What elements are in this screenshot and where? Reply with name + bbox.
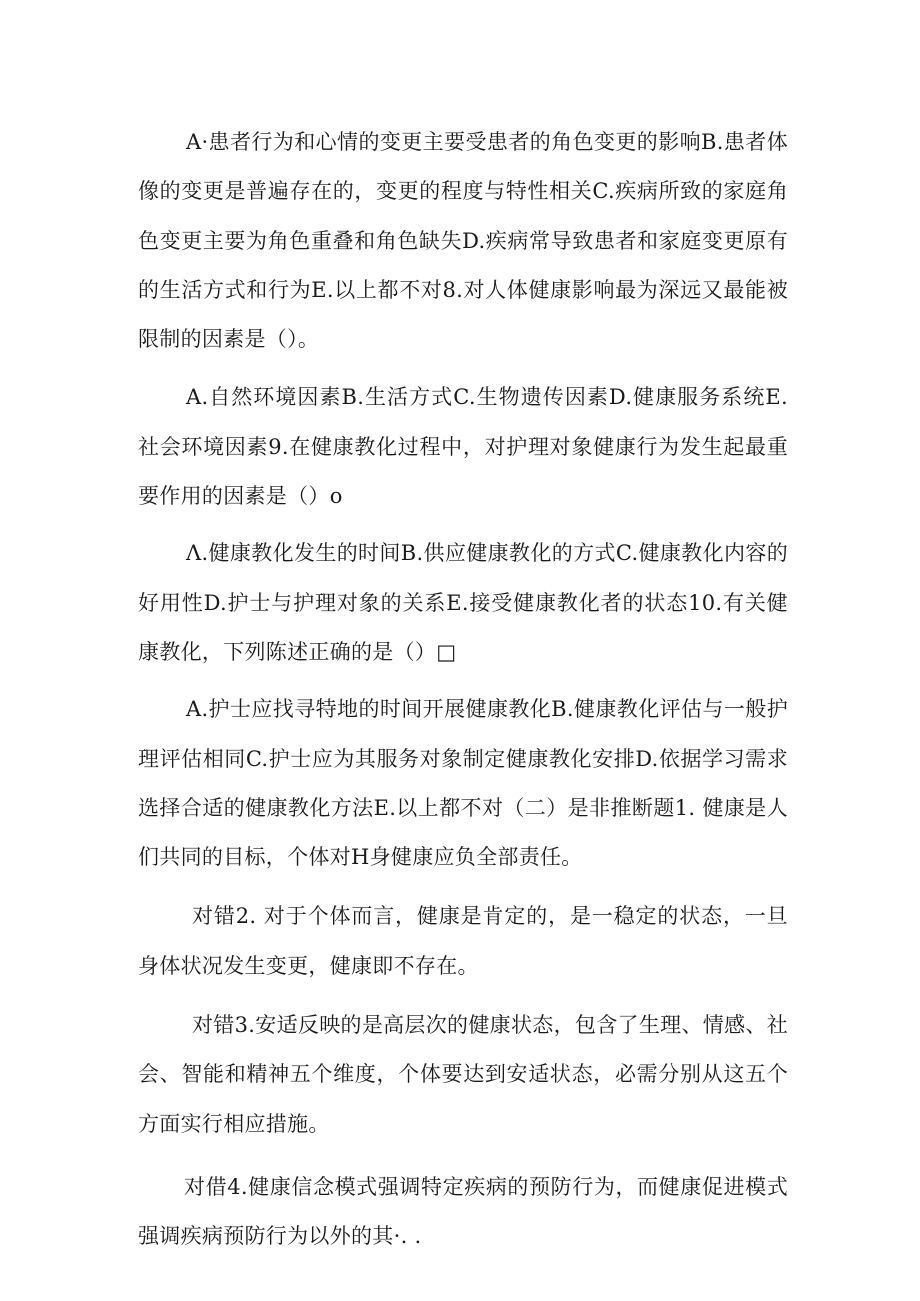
document-page <box>138 118 788 1262</box>
paragraph-question-8-options: A.自然环境因素B.生活方式C.生物遗传因素D.健康服务系统E.社会环境因素9.在健康教化过程中，对护理对象健康行为发生起最重要作用的因素是（）o <box>138 385 788 509</box>
paragraph-question-10-options: A.护士应找寻特地的时间开展健康教化B.健康教化评估与一般护理评估相同C.护士应为其服务对象制定健康教化安排D.依据学习需求选择合适的健康教化方法E.以上都不对（二）是非推断题1. 健康是人们共同的目标，个体对H身健康应负全部责任。 <box>138 697 788 870</box>
paragraph-judgement-4: 对借4.健康信念模式强调特定疾病的预防行为，而健康促进模式强调疾病预防行为以外的其·. . <box>138 1174 788 1249</box>
paragraph-judgement-3: 对错3.安适反映的是高层次的健康状态，包含了生理、情感、社会、智能和精神五个维度，个体要达到安适状态，必需分别从这五个方面实行相应措施。 <box>138 1013 788 1136</box>
paragraph-question-9-options: Λ.健康教化发生的时间B.供应健康教化的方式C.健康教化内容的好用性D.护士与护理对象的关系E.接受健康教化者的状态10.有关健康教化，下列陈述正确的是（）□ <box>138 541 788 664</box>
paragraph-judgement-2: 对错2. 对于个体而言，健康是肯定的，是一稳定的状态，一旦身体状况发生变更，健康即不存在。 <box>138 904 788 978</box>
paragraph-question-7-options: A·患者行为和心情的变更主要受患者的角色变更的影响B.患者体像的变更是普遍存在的，变更的程度与特性相关C.疾病所致的家庭角色变更主要为角色重叠和角色缺失D.疾病常导致患者和家庭变更原有的生活方式和行为E.以上都不对8.对人体健康影响最为深远又最能被限制的因素是（）。 <box>138 130 788 352</box>
